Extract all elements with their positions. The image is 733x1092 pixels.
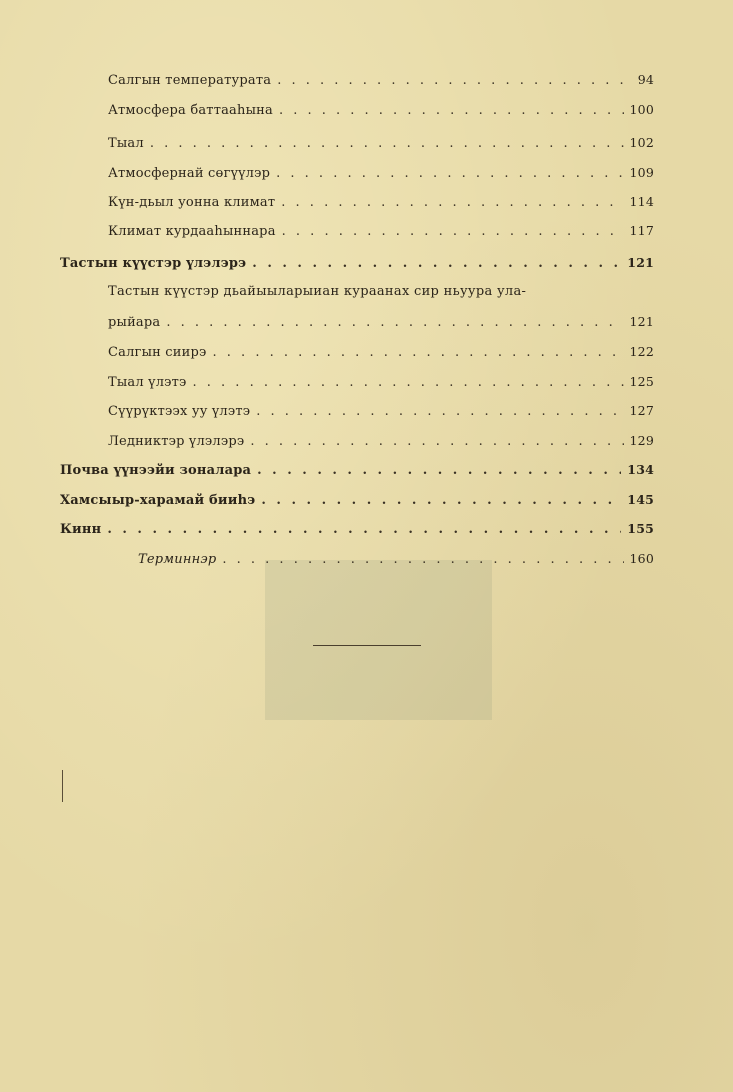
toc-entry [108, 313, 654, 331]
toc-entry [108, 343, 654, 361]
dot-leader [277, 72, 626, 89]
toc-entry [108, 71, 654, 89]
toc-entry [108, 222, 654, 240]
toc-entry-title: Терминнэр [138, 552, 217, 567]
margin-mark [62, 770, 63, 802]
toc-entry-page: 160 [629, 551, 654, 566]
end-rule-divider [313, 645, 421, 646]
toc-section-title: Тастын күүстэр үлэлэрэ [60, 256, 247, 271]
toc-entry-title: Тыал үлэтэ [108, 375, 187, 390]
dot-leader [256, 403, 623, 420]
toc-entry [108, 193, 654, 211]
dot-leader [222, 551, 623, 568]
dot-leader [250, 433, 623, 450]
toc-entry-page: 122 [629, 344, 654, 359]
toc-section-page: 155 [627, 521, 654, 536]
toc-entry-page: 121 [629, 314, 654, 329]
toc-section-page: 134 [627, 462, 654, 477]
toc-entry-page: 109 [629, 165, 654, 180]
toc-entry-page: 114 [629, 194, 654, 209]
dot-leader [279, 102, 624, 119]
toc-entry [108, 134, 654, 152]
toc-entry [108, 402, 654, 420]
toc-entry-page: 117 [629, 223, 654, 238]
toc-entry [108, 432, 654, 450]
dot-leader [166, 314, 623, 331]
dot-leader [193, 374, 624, 391]
toc-entry-title: Күн-дьыл уонна климат [108, 195, 276, 210]
dot-leader [276, 165, 623, 182]
toc-entry-page: 129 [629, 433, 654, 448]
toc-entry-title: Ледниктэр үлэлэрэ [108, 434, 245, 449]
toc-entry-page: 127 [629, 403, 654, 418]
toc-entry-title: Атмосфера баттааһына [108, 103, 273, 118]
dot-leader [257, 462, 621, 479]
toc-entry-title-line2: рыйара [108, 315, 161, 330]
toc-entry-title-line1: Тастын күүстэр дьайыыларыиан кураанах сир ньуура ула- [108, 284, 527, 299]
toc-entry-page: 94 [637, 72, 654, 87]
toc-section-title: Почва үүнээйи зоналара [60, 463, 252, 478]
dot-leader [282, 223, 624, 240]
toc-section-title: Хамсыыр-харамай бииһэ [60, 493, 256, 508]
dot-leader [107, 521, 621, 538]
toc-entry-title: Климат курдааһыннара [108, 224, 276, 239]
dot-leader [261, 492, 621, 509]
toc-entry-title: Салгын температурата [108, 73, 272, 88]
dot-leader [281, 194, 623, 211]
dot-leader [252, 255, 621, 272]
toc-section [60, 254, 654, 272]
toc-entry-page: 125 [629, 374, 654, 389]
toc-entry-title: Сүүрүктээх уу үлэтэ [108, 404, 251, 419]
toc-entry-title: Салгын сиирэ [108, 345, 207, 360]
toc-section [60, 520, 654, 538]
toc-entry [108, 101, 654, 119]
toc-entry-title: Тыал [108, 136, 144, 151]
toc-section-page: 121 [627, 255, 654, 270]
toc-section [60, 491, 654, 509]
dot-leader [150, 135, 624, 152]
toc-section [60, 461, 654, 479]
toc-entry-title: Атмосфернай сөгүүлэр [108, 166, 271, 181]
toc-entry [108, 164, 654, 182]
toc-section-title: Кинн [60, 522, 102, 537]
toc-entry [108, 373, 654, 391]
toc-section-page: 145 [627, 492, 654, 507]
dot-leader [213, 344, 624, 361]
toc-entry-page: 100 [629, 102, 654, 117]
toc-entry-page: 102 [629, 135, 654, 150]
toc-entry [138, 550, 654, 568]
